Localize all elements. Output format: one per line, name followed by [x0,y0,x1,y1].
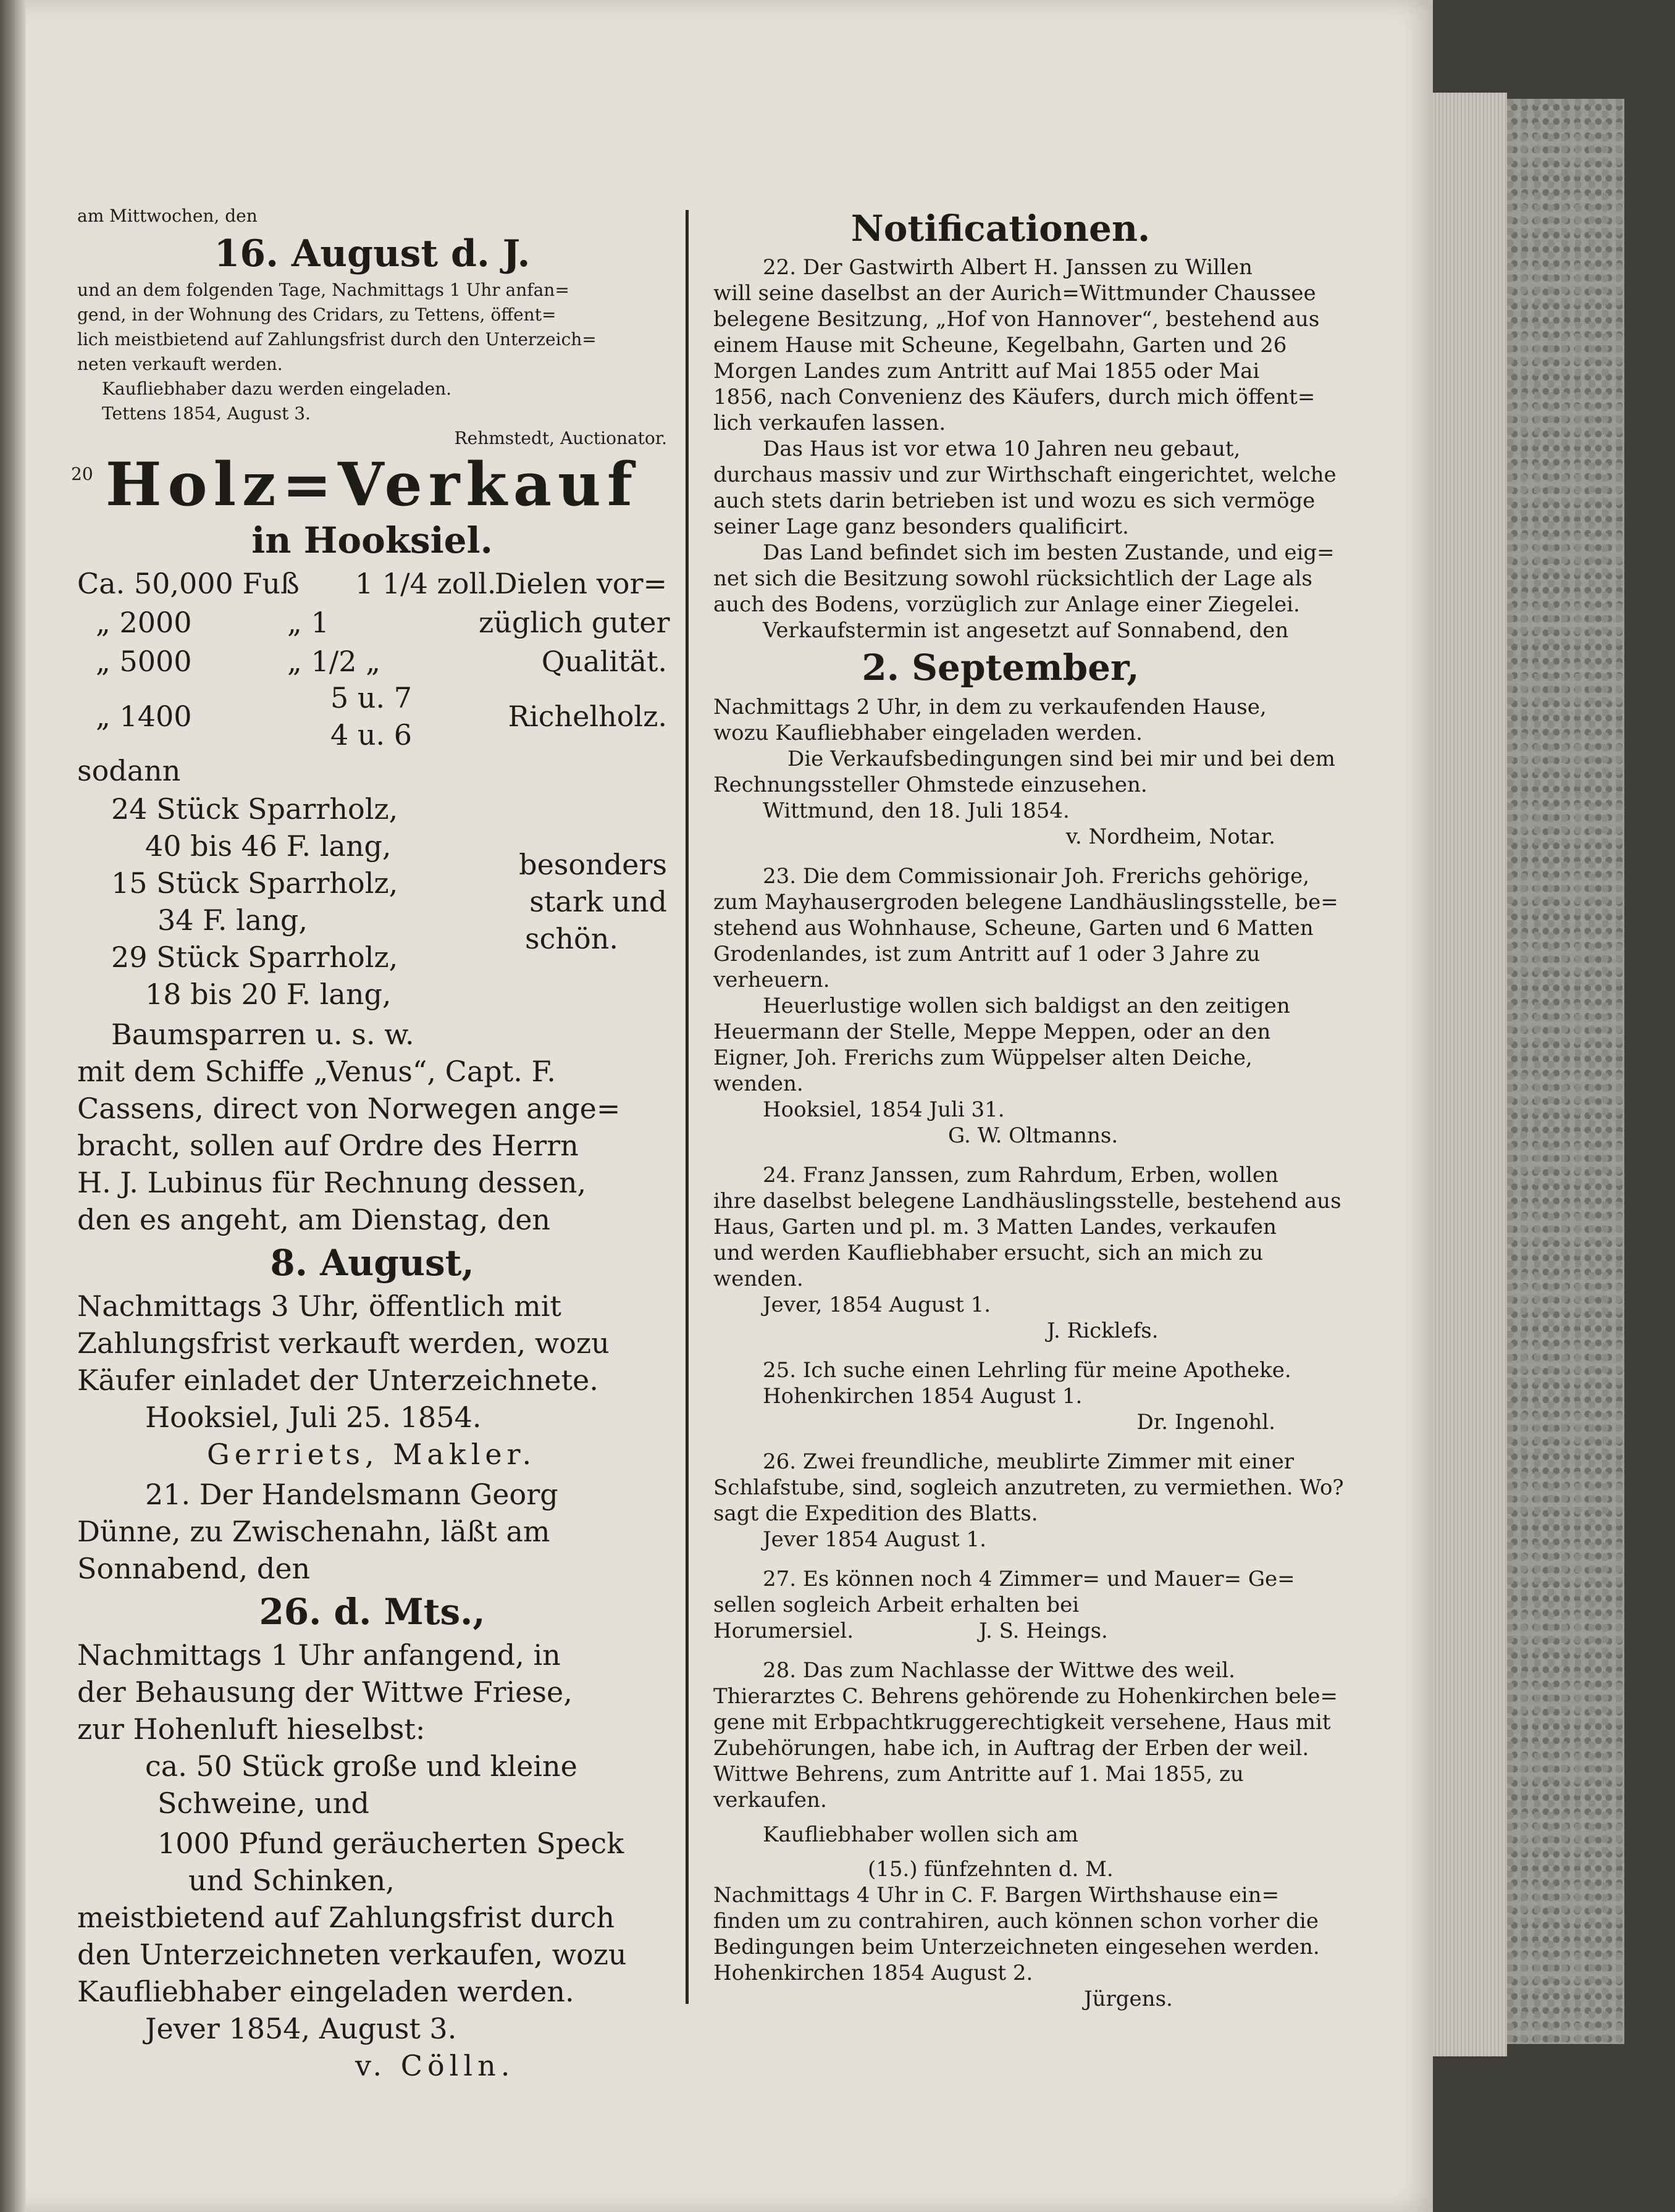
item22-line: Die Verkaufsbedingungen sind bei mir und bei dem [787,747,1335,771]
item24-signature: J. Ricklefs. [1047,1318,1159,1343]
item26-line: Schlafstube, sind, sogleich anzutreten, zu vermiethen. Wo? [713,1475,1344,1500]
item25-signature: Dr. Ingenohl. [1136,1410,1275,1435]
item27-line: 27. Es können noch 4 Zimmer= und Mauer= Ge= [763,1567,1295,1591]
item23-line: Grodenlandes, ist zum Antritt auf 1 oder 3 Jahre zu [713,942,1261,966]
item27-signature: J. S. Heings. [979,1619,1108,1643]
item22-line: seiner Lage ganz besonders qualificirt. [713,514,1129,539]
item23-line: Eigner, Joh. Frerichs zum Wüppelser alten Deiche, [713,1045,1253,1070]
item21-line: meistbietend auf Zahlungsfrist durch [77,1901,615,1934]
item22-line: 22. Der Gastwirth Albert H. Janssen zu Willen [763,255,1253,280]
holz-spar: 15 Stück Sparrholz, [111,866,398,900]
item23-line: verheuern. [713,968,830,992]
item21-line: Schweine, und [157,1787,370,1820]
item22-line: Morgen Landes zum Antritt auf Mai 1855 oder Mai [713,359,1260,383]
item28-line: gene mit Erbpachtkruggerechtigkeit versehene, Haus mit [713,1710,1331,1735]
item22-line: belegene Besitzung, „Hof von Hannover“, bestehend aus [713,307,1320,332]
holz-row-note: züglich guter [479,606,670,639]
item24-line: und werden Kaufliebhaber ersucht, sich an mich zu [713,1241,1264,1265]
item22-signature: v. Nordheim, Notar. [1065,824,1275,849]
item28-line: Zubehörungen, habe ich, in Auftrag der Erben der weil. [713,1736,1309,1761]
item22-line: auch des Bodens, vorzüglich zur Anlage einer Ziegelei. [713,592,1300,617]
item21-line: Dünne, zu Zwischenahn, läßt am [77,1515,550,1548]
auction1-line: am Mittwochen, den [77,206,258,226]
item28-line: 28. Das zum Nachlasse der Wittwe des weil. [763,1658,1235,1683]
page-edges [1433,93,1507,2056]
holz-baum: Baumsparren u. s. w. [111,1018,414,1051]
column-rule [686,210,689,2004]
holz-para: Cassens, direct von Norwegen ange= [77,1092,621,1125]
holz-row-size: „ 1/2 „ [287,645,380,678]
holz-para: bracht, sollen auf Ordre des Herrn [77,1129,579,1162]
item24-line: Haus, Garten und pl. m. 3 Matten Landes, verkaufen [713,1215,1277,1239]
item26-line: 26. Zwei freundliche, meublirte Zimmer mit einer [763,1449,1294,1474]
item22-line: einem Hause mit Scheune, Kegelbahn, Garten und 26 [713,333,1287,358]
item28-line: Bedingungen beim Unterzeichneten eingesehen werden. [713,1935,1320,1959]
holz-row-note: Richelholz. [508,700,667,733]
item22-line: wozu Kaufliebhaber eingeladen werden. [713,721,1143,745]
item23-line: zum Mayhausergroden belegene Landhäuslingsstelle, be= [713,890,1338,915]
auction1-signature: Rehmstedt, Auctionator. [454,428,667,448]
notificationen-heading: Notificationen. [850,207,1151,249]
item23-place-date: Hooksiel, 1854 Juli 31. [763,1097,1005,1122]
item26-line: sagt die Expedition des Blatts. [713,1501,1038,1526]
holz-spar: 24 Stück Sparrholz, [111,792,398,826]
item22-date: 2. September, [862,647,1140,689]
item28-line: finden um zu contrahiren, auch können schon vorher die [713,1909,1319,1933]
item22-line: Verkaufstermin ist angesetzt auf Sonnabend, den [763,618,1289,643]
item22-line: durchaus massiv und zur Wirthschaft eingerichtet, welche [713,463,1337,487]
holz-row-note: Qualität. [541,645,667,678]
holz-para: H. J. Lubinus für Rechnung dessen, [77,1166,587,1199]
item28-line: Wittwe Behrens, zum Antritte auf 1. Mai 1855, zu [713,1762,1244,1787]
item21-place-date: Jever 1854, August 3. [145,2012,457,2045]
item28-line: Nachmittags 4 Uhr in C. F. Bargen Wirthshause ein= [713,1883,1280,1908]
holz-note: stark und [529,885,667,918]
auction1-line: lich meistbietend auf Zahlungsfrist durch den Unterzeich= [77,329,597,350]
item24-place-date: Jever, 1854 August 1. [763,1292,991,1317]
item23-line: 23. Die dem Commissionair Joh. Frerichs gehörige, [763,864,1310,889]
item28-place-date: Hohenkirchen 1854 August 2. [713,1961,1033,1985]
holz-note: besonders [519,848,667,881]
auction1-line: neten verkauft werden. [77,354,283,374]
holz-place-date: Hooksiel, Juli 25. 1854. [145,1401,482,1434]
holz-row-qty: Ca. 50,000 Fuß [77,567,300,600]
holz-title: Holz=Verkauf [105,450,639,519]
item22-line: will seine daselbst an der Aurich=Wittmunder Chaussee [713,281,1316,306]
item22-line: Das Haus ist vor etwa 10 Jahren neu gebaut, [763,437,1241,461]
holz-date: 8. August, [270,1242,474,1284]
holz-row-note: Dielen vor= [494,567,667,600]
item21-line: Nachmittags 1 Uhr anfangend, in [77,1638,561,1672]
holz-para: Zahlungsfrist verkauft werden, wozu [77,1326,610,1360]
item28-line: Thierarztes C. Behrens gehörende zu Hohenkirchen bele= [713,1684,1338,1709]
holz-para: Nachmittags 3 Uhr, öffentlich mit [77,1289,561,1323]
item28-line: verkaufen. [713,1788,827,1812]
item21-line: Sonnabend, den [77,1552,311,1585]
item22-line: auch stets darin betrieben ist und wozu es sich vermöge [713,488,1316,513]
holz-para: Käufer einladet der Unterzeichnete. [77,1364,598,1397]
item21-date: 26. d. Mts., [259,1591,485,1633]
marbled-book-edge [1507,99,1624,2044]
item22-line: Rechnungssteller Ohmstede einzusehen. [713,773,1148,797]
holz-signature: Gerriets, Makler. [207,1438,537,1471]
holz-subtitle: in Hooksiel. [251,519,493,561]
item21-line: und Schinken, [188,1864,395,1897]
holz-number: 20 [71,464,93,484]
item22-line: lich verkaufen lassen. [713,411,946,435]
holz-note: schön. [525,922,618,955]
holz-sodann: sodann [77,754,181,787]
item28-line: Kaufliebhaber wollen sich am [763,1822,1078,1847]
holz-spar: 29 Stück Sparrholz, [111,941,398,974]
item23-line: Heuerlustige wollen sich baldigst an den zeitigen [763,994,1290,1018]
item24-line: wenden. [713,1267,804,1291]
holz-row-size: 1 1/4 zoll. [355,567,497,600]
item28-line: (15.) fünfzehnten d. M. [868,1857,1114,1882]
item21-line: der Behausung der Wittwe Friese, [77,1675,573,1709]
auction1-line: und an dem folgenden Tage, Nachmittags 1 Uhr anfan= [77,280,569,300]
holz-spar: 18 bis 20 F. lang, [145,978,392,1011]
item27-place: Horumersiel. [713,1619,854,1643]
holz-spar: 34 F. lang, [157,903,308,937]
item25-line: 25. Ich suche einen Lehrling für meine Apotheke. [763,1358,1291,1383]
auction1-line: Kaufliebhaber dazu werden eingeladen. [102,379,452,399]
holz-row-qty: „ 5000 [96,645,192,678]
item23-line: wenden. [713,1071,804,1096]
item21-line: 21. Der Handelsmann Georg [145,1478,558,1511]
item21-line: Kaufliebhaber eingeladen werden. [77,1975,574,2008]
item26-place-date: Jever 1854 August 1. [763,1527,986,1552]
item24-line: ihre daselbst belegene Landhäuslingsstelle, bestehend aus [713,1189,1341,1213]
item24-line: 24. Franz Janssen, zum Rahrdum, Erben, wollen [763,1163,1278,1188]
holz-row-size: 5 u. 7 [330,681,413,714]
item23-line: Heuermann der Stelle, Meppe Meppen, oder an den [713,1020,1271,1044]
item25-place-date: Hohenkirchen 1854 August 1. [763,1384,1083,1409]
item21-line: den Unterzeichneten verkaufen, wozu [77,1938,627,1971]
holz-spar: 40 bis 46 F. lang, [145,829,392,863]
item21-line: 1000 Pfund geräucherten Speck [157,1827,624,1860]
holz-row-size: 4 u. 6 [330,718,413,752]
book-gutter [0,0,26,2212]
auction1-place-date: Tettens 1854, August 3. [102,403,311,424]
item23-signature: G. W. Oltmanns. [948,1123,1119,1148]
holz-row-qty: „ 2000 [96,606,192,639]
holz-para: mit dem Schiffe „Venus“, Capt. F. [77,1055,556,1088]
item23-line: stehend aus Wohnhause, Scheune, Garten und 6 Matten [713,916,1314,941]
holz-para: den es angeht, am Dienstag, den [77,1203,551,1236]
holz-row-size: „ 1 [287,606,329,639]
item21-signature: v. Cölln. [355,2049,515,2082]
item21-line: zur Hohenluft hieselbst: [77,1712,426,1746]
item22-line: Das Land befindet sich im besten Zustande, und eig= [763,540,1335,565]
auction1-line: gend, in der Wohnung des Cridars, zu Tettens, öffent= [77,304,556,325]
item22-line: 1856, nach Convenienz des Käufers, durch mich öffent= [713,385,1316,409]
holz-row-qty: „ 1400 [96,700,192,733]
auction1-date: 16. August d. J. [214,232,531,275]
item28-signature: Jürgens. [1084,1987,1173,2011]
item22-line: net sich die Besitzung sowohl rücksichtlich der Lage als [713,566,1312,591]
item27-line: sellen sogleich Arbeit erhalten bei [713,1593,1080,1617]
item22-line: Nachmittags 2 Uhr, in dem zu verkaufenden Hause, [713,695,1267,719]
item22-place-date: Wittmund, den 18. Juli 1854. [763,798,1070,823]
item21-line: ca. 50 Stück große und kleine [145,1749,577,1783]
